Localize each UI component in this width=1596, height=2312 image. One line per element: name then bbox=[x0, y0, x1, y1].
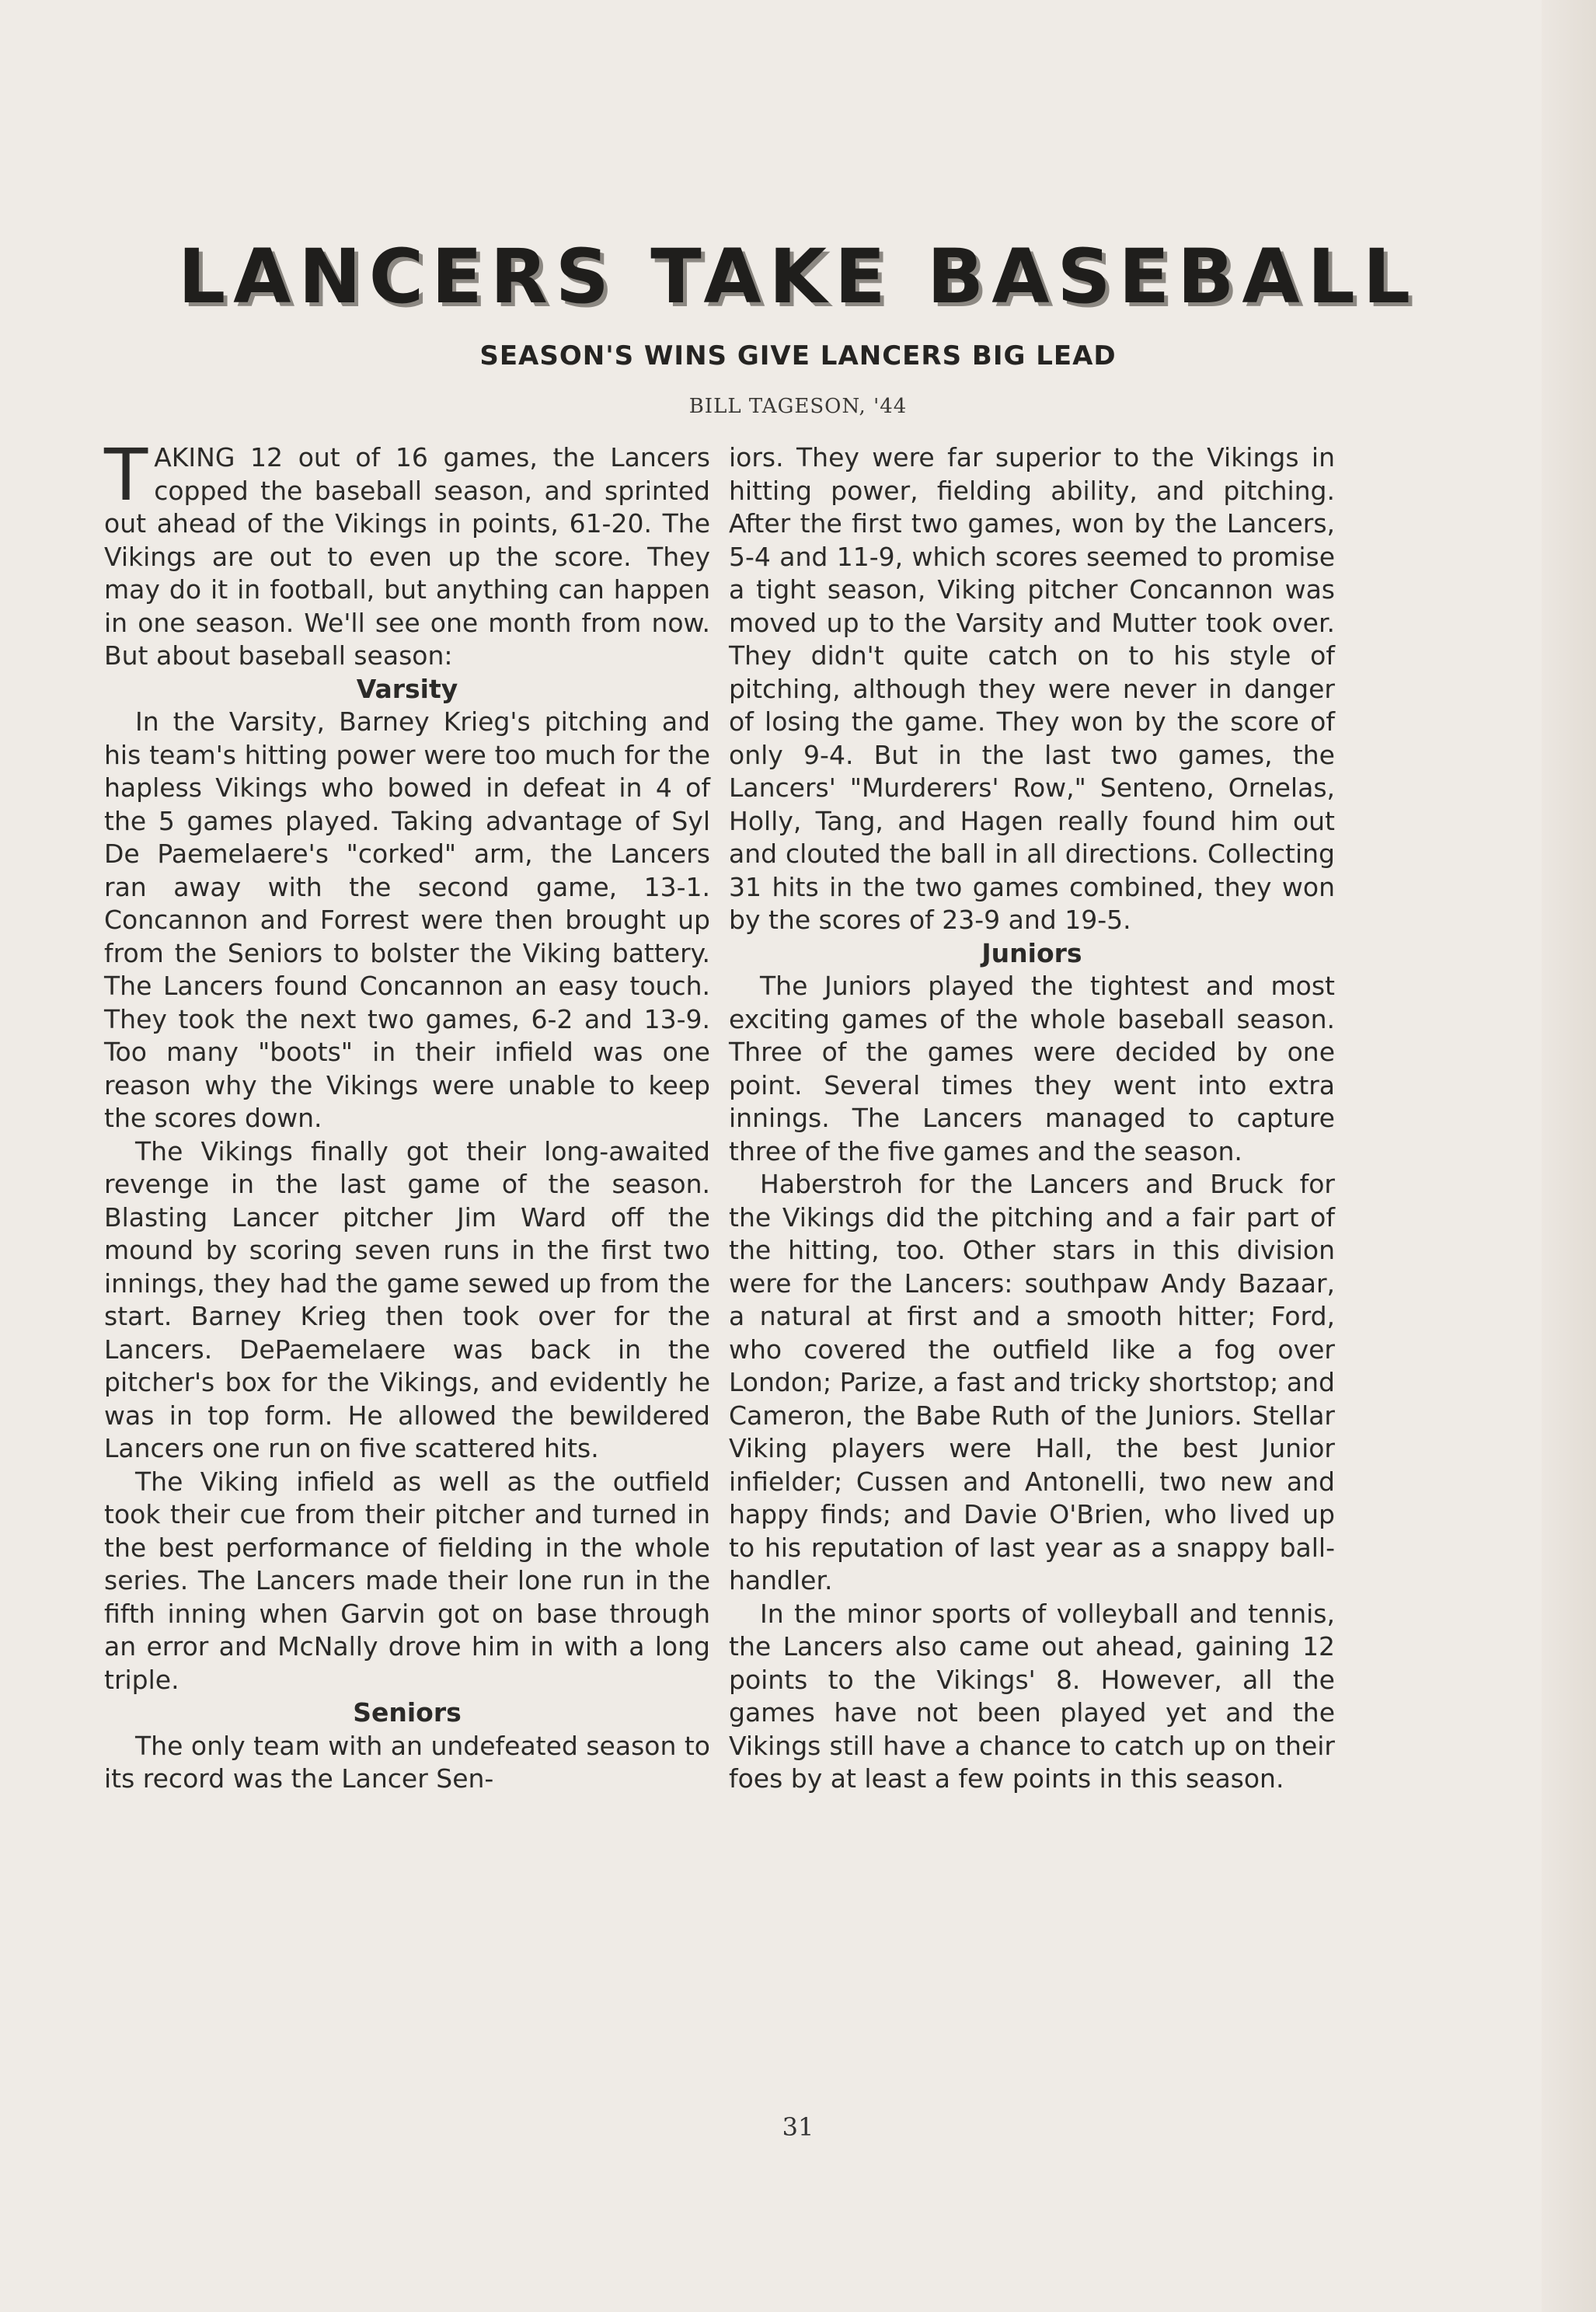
section-heading-varsity: Varsity bbox=[356, 673, 458, 704]
paragraph-minor-sports: In the minor sports of volleyball and tennis, the Lancers also came out ahead, gaining 12 points to the Vikings' 8. However, all the games have not been played yet and the Vikings still have a chance to catch up on their foes by at least a few points in this season. bbox=[729, 1598, 1335, 1794]
paragraph-intro-text: AKING 12 out of 16 games, the Lancers copped the baseball season, and sprinted out ahead of the Vikings in points, 61-20. The Vikings are out to even up the score. They may do it in football, but anything can happen in one season. We'll see one month from now. But about baseball season: bbox=[104, 442, 710, 671]
paragraph-varsity-3: The Viking infield as well as the outfield took their cue from their pitcher and turned in the best performance of fielding in the whole series. The Lancers made their lone run in the fifth inning when Garvin got on base through an error and McNally drove him in with a long triple. bbox=[104, 1466, 710, 1695]
section-heading-juniors: Juniors bbox=[981, 937, 1082, 968]
section-heading-seniors: Seniors bbox=[353, 1697, 462, 1728]
page-number: 31 bbox=[782, 2112, 814, 2142]
drop-cap: T bbox=[104, 434, 148, 517]
article-title: LANCERS TAKE BASEBALL bbox=[177, 233, 1419, 320]
paragraph-seniors-1: The only team with an undefeated season to its record was the Lancer Sen- bbox=[104, 1730, 710, 1794]
left-column bbox=[104, 434, 710, 1796]
paragraph-juniors-1: The Juniors played the tightest and most exciting games of the whole baseball season. Three of the games were decided by one point. Several times they went into extra innings. The Lancers managed to capture three of the five games and the season. bbox=[729, 971, 1335, 1166]
paragraph-juniors-2: Haberstroh for the Lancers and Bruck for the Vikings did the pitching and a fair part of the hitting, too. Other stars in this division were for the Lancers: southpaw Andy Bazaar, a natural at first and a smooth hitter; Ford, who covered the outfield like a fog over London; Parize, a fast and tricky shortstop; and Cameron, the Babe Ruth of the Juniors. Stellar Viking players were Hall, the best Junior infielder; Cussen and Antonelli, two new and happy finds; and Davie O'Brien, who lived up to his reputation of last year as a snappy ball-handler. bbox=[729, 1169, 1335, 1595]
paragraph-varsity-2: The Vikings finally got their long-awaited revenge in the last game of the season. Blasting Lancer pitcher Jim Ward off the mound by scoring seven runs in the first two innings, they had the game sewed up from the start. Barney Krieg then took over for the Lancers. DePaemelaere was back in the pitcher's box for the Vikings, and evidently he was in top form. He allowed the bewildered Lancers one run on five scattered hits. bbox=[104, 1135, 710, 1463]
article-byline: BILL TAGESON, '44 bbox=[688, 395, 908, 418]
right-column bbox=[729, 441, 1335, 1796]
paragraph-intro bbox=[104, 434, 710, 673]
article-subtitle: SEASON'S WINS GIVE LANCERS BIG LEAD bbox=[479, 340, 1117, 371]
paragraph-seniors-2: iors. They were far superior to the Vikings in hitting power, fielding ability, and pitching. After the first two games, won by the Lancers, 5-4 and 11-9, which scores seemed to promise a tight season, Viking pitcher Concannon was moved up to the Varsity and Mutter took over. They didn't quite catch on to his style of pitching, although they were never in danger of losing the game. They won by the score of only 9-4. But in the last two games, the Lancers' "Murderers' Row," Senteno, Ornelas, Holly, Tang, and Hagen really found him out and clouted the ball in all directions. Collecting 31 hits in the two games combined, they won by the scores of 23-9 and 19-5. bbox=[729, 442, 1335, 935]
paragraph-varsity-1: In the Varsity, Barney Krieg's pitching and his team's hitting power were too much for the hapless Vikings who bowed in defeat in 4 of the 5 games played. Taking advantage of Syl De Paemelaere's "corked" arm, the Lancers ran away with the second game, 13-1. Concannon and Forrest were then brought up from the Seniors to bolster the Viking battery. The Lancers found Concannon an easy touch. They took the next two games, 6-2 and 13-9. Too many "boots" in their infield was one reason why the Vikings were unable to keep the scores down. bbox=[104, 706, 710, 1133]
